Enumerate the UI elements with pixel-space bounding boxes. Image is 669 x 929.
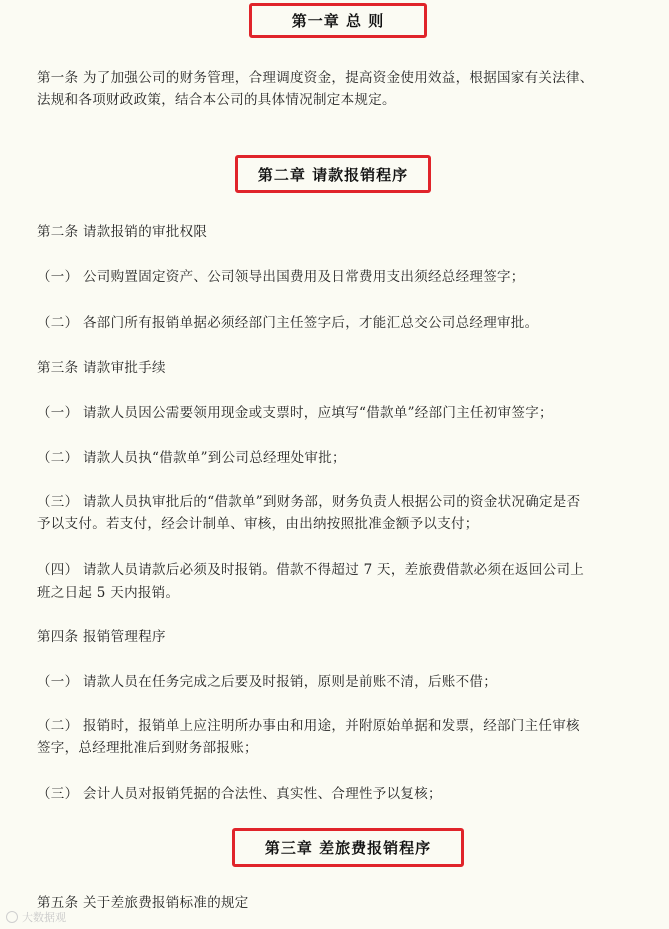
chapter-heading-1-text: 第一章 总 则 <box>291 12 385 30</box>
article-3-item-3-line-2: 予以支付。若支付，经会计制单、审核，由出纳按照批准金额予以支付； <box>37 516 479 532</box>
chapter-heading-3-text: 第三章 差旅费报销程序 <box>264 839 432 857</box>
chapter-heading-1 <box>249 3 427 38</box>
watermark-logo-icon <box>6 911 18 923</box>
article-4-item-3: （三） 会计人员对报销凭据的合法性、真实性、合理性予以复核； <box>37 786 442 802</box>
article-2-heading: 第二条 请款报销的审批权限 <box>37 224 208 240</box>
article-4-item-2-line-2: 签字，总经理批准后到财务部报账； <box>37 740 258 756</box>
article-1-line-1: 第一条 为了加强公司的财务管理，合理调度资金，提高资金使用效益，根据国家有关法律、 <box>37 70 594 86</box>
article-4-heading: 第四条 报销管理程序 <box>37 629 166 645</box>
article-3-item-4-line-2: 班之日起 5 天内报销。 <box>37 585 180 601</box>
watermark-text: 大数据观 <box>22 911 66 924</box>
article-3-item-1: （一） 请款人员因公需要领用现金或支票时，应填写“借款单”经部门主任初审签字； <box>37 405 553 421</box>
chapter-heading-2-text: 第二章 请款报销程序 <box>257 165 409 184</box>
article-3-item-4-line-1: （四） 请款人员请款后必须及时报销。借款不得超过 7 天，差旅费借款必须在返回公司上 <box>37 562 585 578</box>
chapter-heading-2 <box>235 155 431 193</box>
chapter-heading-3 <box>232 828 464 867</box>
article-1-line-2: 法规和各项财政政策，结合本公司的具体情况制定本规定。 <box>37 92 396 108</box>
article-4-item-2-line-1: （二） 报销时，报销单上应注明所办事由和用途，并附原始单据和发票，经部门主任审核 <box>37 718 580 734</box>
article-3-item-3-line-1: （三） 请款人员执审批后的“借款单”到财务部，财务负责人根据公司的资金状况确定是否 <box>37 494 581 510</box>
article-4-item-1: （一） 请款人员在任务完成之后要及时报销，原则是前账不清，后账不借； <box>37 674 497 690</box>
article-2-item-2: （二） 各部门所有报销单据必须经部门主任签字后，才能汇总交公司总经理审批。 <box>37 315 539 331</box>
article-3-heading: 第三条 请款审批手续 <box>37 360 166 376</box>
watermark <box>6 909 66 925</box>
article-5-heading: 第五条 关于差旅费报销标准的规定 <box>37 895 249 911</box>
article-2-item-1: （一） 公司购置固定资产、公司领导出国费用及日常费用支出须经总经理签字； <box>37 269 525 285</box>
article-3-item-2: （二） 请款人员执“借款单”到公司总经理处审批； <box>37 450 346 466</box>
